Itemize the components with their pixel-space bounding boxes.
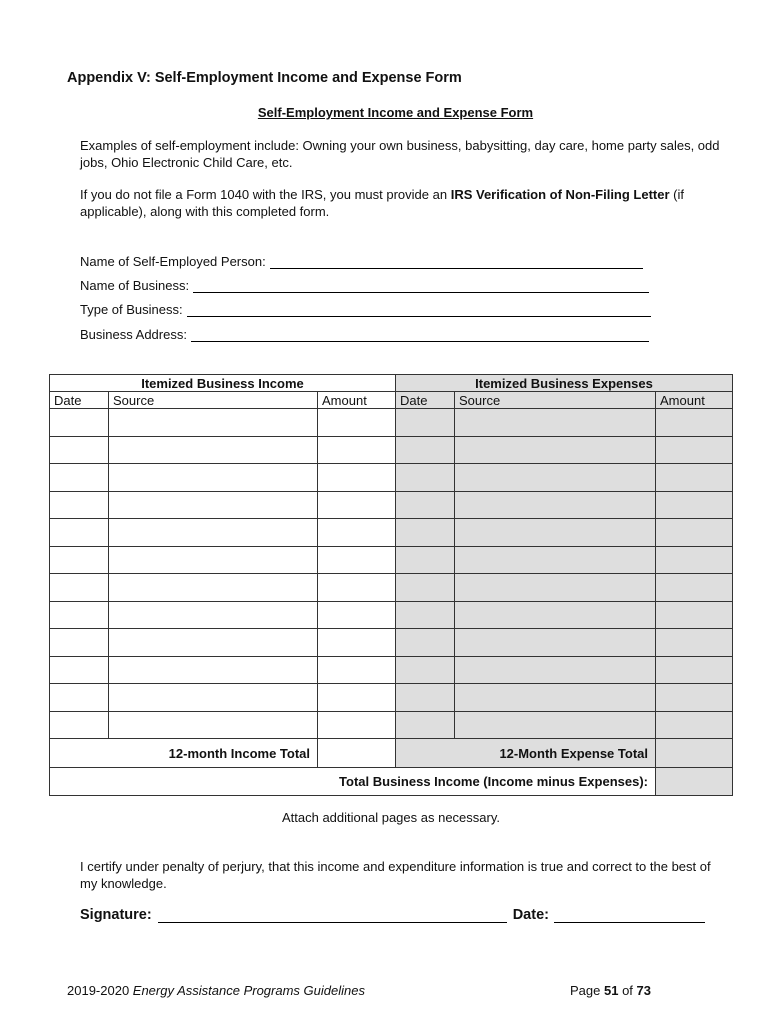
income-date-cell[interactable]	[50, 519, 109, 547]
examples-paragraph: Examples of self-employment include: Owning your own business, babysitting, day care, home party sales, odd jobs, Ohio Electronic Child Care, etc.	[80, 138, 720, 170]
date-line[interactable]	[554, 906, 705, 923]
expense-date-cell[interactable]	[396, 574, 455, 602]
business-address-label: Business Address:	[80, 327, 187, 342]
business-type-line[interactable]	[187, 302, 651, 317]
table-row	[50, 711, 733, 739]
irs-paragraph	[80, 186, 720, 220]
expense-date-cell[interactable]	[396, 546, 455, 574]
income-source-cell[interactable]	[109, 491, 318, 519]
business-name-label: Name of Business:	[80, 278, 190, 293]
income-source-cell[interactable]	[109, 436, 318, 464]
grand-total-row	[50, 768, 733, 796]
date-label: Date:	[512, 907, 549, 923]
table-row	[50, 601, 733, 629]
expense-amount-cell[interactable]	[656, 656, 733, 684]
expense-source-cell[interactable]	[455, 629, 656, 657]
income-date-cell[interactable]	[50, 546, 109, 574]
table-column-header	[50, 392, 733, 409]
expense-amount-cell[interactable]	[656, 546, 733, 574]
page-total: 73	[636, 983, 651, 998]
self-employed-person-label: Name of Self-Employed Person:	[80, 254, 266, 269]
income-source-cell[interactable]	[109, 629, 318, 657]
business-address-field[interactable]	[80, 324, 649, 342]
income-amount-cell[interactable]	[318, 409, 396, 437]
table-row	[50, 464, 733, 492]
expense-source-cell[interactable]	[455, 656, 656, 684]
self-employed-person-line[interactable]	[270, 254, 643, 269]
expense-source-cell[interactable]	[455, 409, 656, 437]
expense-date-cell[interactable]	[396, 601, 455, 629]
income-amount-cell[interactable]	[318, 711, 396, 739]
expense-amount-cell[interactable]	[656, 711, 733, 739]
income-source-header: Source	[109, 392, 318, 409]
income-date-cell[interactable]	[50, 574, 109, 602]
income-amount-cell[interactable]	[318, 601, 396, 629]
form-title: Self-Employment Income and Expense Form	[257, 105, 534, 120]
expense-source-cell[interactable]	[455, 491, 656, 519]
expense-amount-cell[interactable]	[656, 519, 733, 547]
income-date-cell[interactable]	[50, 409, 109, 437]
expense-date-cell[interactable]	[396, 464, 455, 492]
irs-text-before: If you do not file a Form 1040 with the IRS, you must provide an	[80, 187, 451, 202]
income-date-cell[interactable]	[50, 436, 109, 464]
income-amount-cell[interactable]	[318, 684, 396, 712]
page-current: 51	[603, 983, 619, 998]
income-amount-cell[interactable]	[318, 656, 396, 684]
expense-source-cell[interactable]	[455, 546, 656, 574]
expense-amount-cell[interactable]	[656, 684, 733, 712]
expense-amount-cell[interactable]	[656, 629, 733, 657]
income-source-cell[interactable]	[109, 464, 318, 492]
income-source-cell[interactable]	[109, 519, 318, 547]
expense-total-label: 12-Month Expense Total	[396, 739, 656, 768]
expense-date-cell[interactable]	[396, 519, 455, 547]
income-source-cell[interactable]	[109, 574, 318, 602]
income-amount-cell[interactable]	[318, 574, 396, 602]
income-amount-cell[interactable]	[318, 464, 396, 492]
income-source-cell[interactable]	[109, 601, 318, 629]
grand-total-label: Total Business Income (Income minus Expenses):	[50, 768, 656, 796]
expense-amount-cell[interactable]	[656, 574, 733, 602]
signature-label: Signature:	[80, 907, 152, 923]
expense-date-header: Date	[396, 392, 455, 409]
business-type-label: Type of Business:	[80, 302, 183, 317]
irs-text-after: (if applicable), along with this completed form.	[80, 187, 684, 219]
table-row	[50, 574, 733, 602]
expense-amount-header: Amount	[656, 392, 733, 409]
table-row	[50, 656, 733, 684]
expense-source-cell[interactable]	[455, 684, 656, 712]
expense-date-cell[interactable]	[396, 629, 455, 657]
footer-title: Energy Assistance Programs Guidelines	[132, 983, 365, 998]
income-date-cell[interactable]	[50, 711, 109, 739]
expense-source-cell[interactable]	[455, 711, 656, 739]
income-amount-cell[interactable]	[318, 436, 396, 464]
page-of: of	[618, 983, 637, 998]
expense-date-cell[interactable]	[396, 684, 455, 712]
expense-source-cell[interactable]	[455, 464, 656, 492]
expense-total-cell[interactable]	[656, 739, 733, 768]
expense-date-cell[interactable]	[396, 409, 455, 437]
income-total-label: 12-month Income Total	[50, 739, 318, 768]
expense-source-cell[interactable]	[455, 436, 656, 464]
footer-year: 2019-2020	[67, 983, 133, 998]
expense-date-cell[interactable]	[396, 491, 455, 519]
self-employed-person-field[interactable]	[80, 251, 643, 269]
irs-letter-name: IRS Verification of Non-Filing Letter	[450, 187, 670, 202]
expense-amount-cell[interactable]	[656, 601, 733, 629]
income-source-cell[interactable]	[109, 546, 318, 574]
table-row	[50, 684, 733, 712]
table-row	[50, 409, 733, 437]
income-date-cell[interactable]	[50, 491, 109, 519]
grand-total-cell[interactable]	[656, 768, 733, 796]
business-type-field[interactable]	[80, 299, 651, 317]
income-date-cell[interactable]	[50, 656, 109, 684]
income-total-cell[interactable]	[318, 739, 396, 768]
table-section-header	[50, 375, 733, 392]
business-name-field[interactable]	[80, 275, 649, 293]
business-name-line[interactable]	[193, 278, 649, 293]
expense-amount-cell[interactable]	[656, 436, 733, 464]
totals-row	[50, 739, 733, 768]
income-source-cell[interactable]	[109, 684, 318, 712]
table-row	[50, 546, 733, 574]
income-amount-cell[interactable]	[318, 519, 396, 547]
expense-section-title: Itemized Business Expenses	[396, 375, 733, 392]
income-section-title: Itemized Business Income	[50, 375, 396, 392]
income-source-cell[interactable]	[109, 409, 318, 437]
signature-line[interactable]	[158, 906, 507, 923]
expense-source-cell[interactable]	[455, 601, 656, 629]
income-amount-cell[interactable]	[318, 491, 396, 519]
attach-note: Attach additional pages as necessary.	[281, 810, 500, 825]
income-expense-table	[49, 374, 733, 796]
signature-row	[80, 906, 705, 923]
expense-amount-cell[interactable]	[656, 491, 733, 519]
income-amount-cell[interactable]	[318, 546, 396, 574]
certification-text: I certify under penalty of perjury, that this income and expenditure information is true and correct to the best of my knowledge.	[80, 859, 711, 891]
income-source-cell[interactable]	[109, 656, 318, 684]
income-amount-header: Amount	[318, 392, 396, 409]
page-number	[570, 983, 651, 998]
income-date-cell[interactable]	[50, 464, 109, 492]
table-row	[50, 491, 733, 519]
expense-date-cell[interactable]	[396, 711, 455, 739]
income-date-cell[interactable]	[50, 601, 109, 629]
income-date-cell[interactable]	[50, 684, 109, 712]
page-title: Appendix V: Self-Employment Income and Expense Form	[67, 70, 462, 86]
income-date-cell[interactable]	[50, 629, 109, 657]
expense-source-header: Source	[455, 392, 656, 409]
table-row	[50, 519, 733, 547]
expense-date-cell[interactable]	[396, 436, 455, 464]
table-row	[50, 629, 733, 657]
footer-guideline	[67, 983, 365, 998]
income-source-cell[interactable]	[109, 711, 318, 739]
expense-amount-cell[interactable]	[656, 409, 733, 437]
business-address-line[interactable]	[191, 327, 649, 342]
table-row	[50, 436, 733, 464]
expense-source-cell[interactable]	[455, 574, 656, 602]
expense-source-cell[interactable]	[455, 519, 656, 547]
expense-date-cell[interactable]	[396, 656, 455, 684]
expense-amount-cell[interactable]	[656, 464, 733, 492]
income-amount-cell[interactable]	[318, 629, 396, 657]
page-prefix: Page	[570, 983, 604, 998]
income-date-header: Date	[50, 392, 109, 409]
